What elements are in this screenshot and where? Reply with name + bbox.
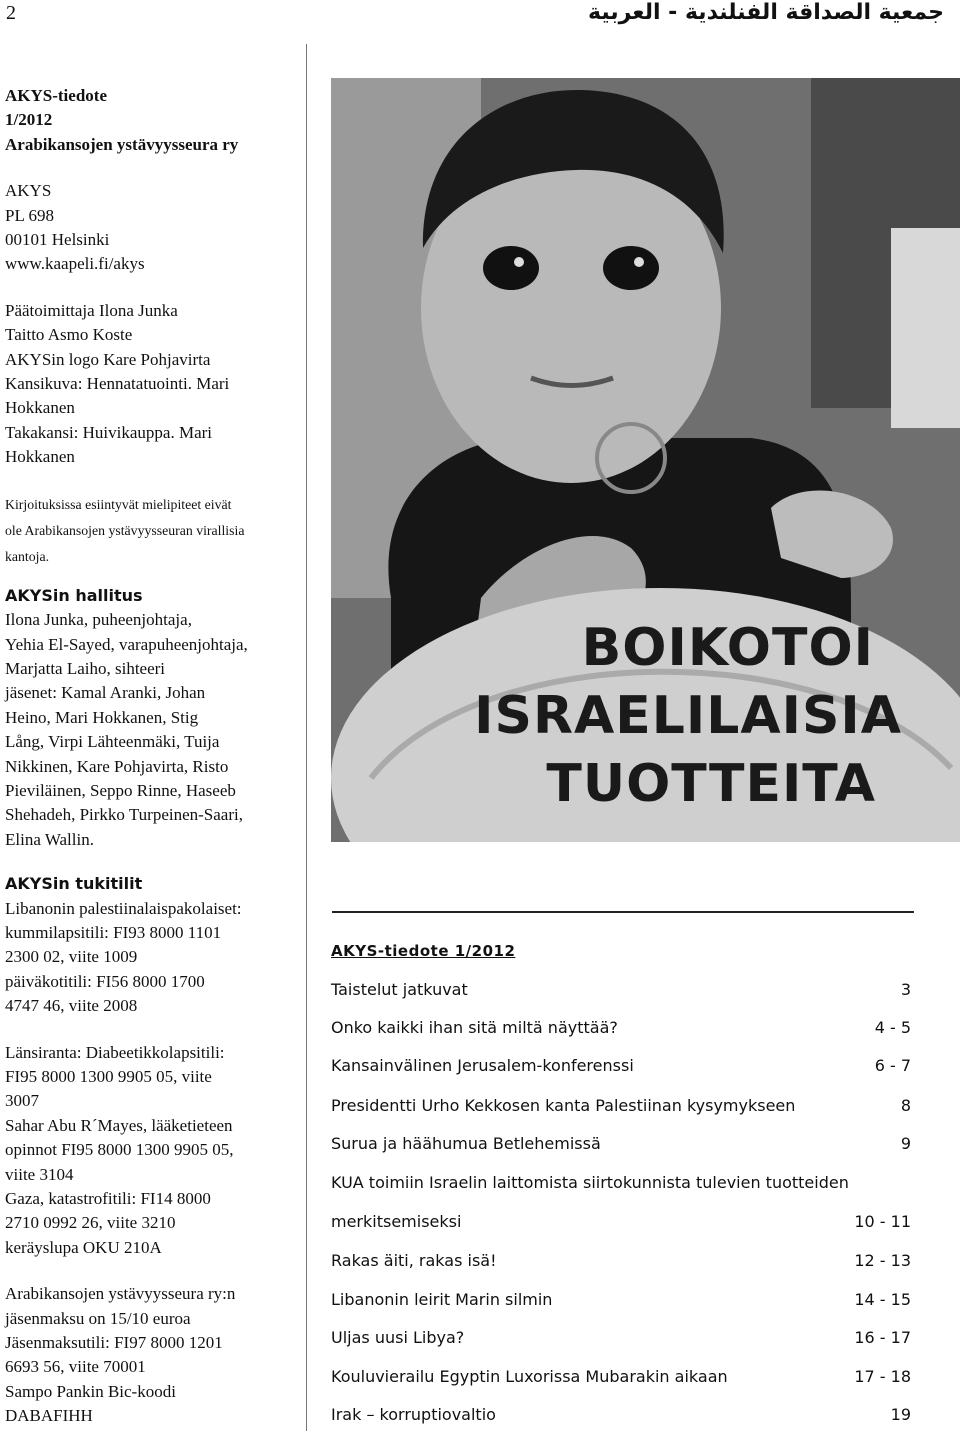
toc-item-title: Irak – korruptiovaltio (331, 1405, 496, 1424)
toc-item-title: Taistelut jatkuvat (331, 980, 468, 999)
toc-item[interactable] (331, 1096, 911, 1122)
toc-item-page: 17 - 18 (854, 1367, 911, 1386)
toc-item-page: 6 - 7 (874, 1056, 911, 1075)
accounts-line: 4747 46, viite 2008 (5, 996, 138, 1016)
arabic-header-title: جمعية الصداقة الفنلندية - العربية (588, 0, 944, 25)
membership-line: Jäsenmaksutili: FI97 8000 1201 (5, 1333, 223, 1353)
accounts-line: kummilapsitili: FI93 8000 1101 (5, 922, 222, 942)
board-line: Marjatta Laiho, sihteeri (5, 658, 166, 678)
board-line: Nikkinen, Kare Pohjavirta, Risto (5, 756, 229, 776)
accounts-line: keräyslupa OKU 210A (5, 1237, 162, 1257)
board-line: jäsenet: Kamal Aranki, Johan (5, 683, 206, 703)
toc-item[interactable] (331, 1018, 911, 1044)
toc-item[interactable] (331, 1173, 911, 1199)
membership-line: jäsenmaksu on 15/10 euroa (5, 1308, 191, 1328)
toc-rule (332, 911, 914, 913)
membership-line: Arabikansojen ystävyysseura ry:n (5, 1284, 236, 1304)
membership-block (5, 1282, 297, 1428)
board-line: Lång, Virpi Lähteenmäki, Tuija (5, 732, 220, 752)
cover-overlay-line: ISRAELILAISIA (474, 686, 902, 746)
accounts-line: 3007 (5, 1091, 39, 1111)
credit-line: Taitto Asmo Koste (5, 325, 133, 345)
credits-block (5, 299, 297, 470)
accounts-line: Länsiranta: Diabeetikkolapsitili: (5, 1042, 225, 1062)
toc-item-title: Rakas äiti, rakas isä! (331, 1251, 497, 1270)
accounts-line: Sahar Abu R´Mayes, lääketieteen (5, 1115, 233, 1135)
board-line: Shehadeh, Pirkko Turpeinen-Saari, (5, 805, 243, 825)
toc-item-page: 10 - 11 (854, 1212, 911, 1231)
toc-item[interactable] (331, 1251, 911, 1277)
disclaimer-line: kantoja. (5, 548, 50, 564)
toc-item[interactable] (331, 1405, 911, 1431)
credit-line: Päätoimittaja Ilona Junka (5, 300, 178, 320)
accounts-line: 2300 02, viite 1009 (5, 947, 138, 967)
board-heading: AKYSin hallitus (5, 585, 143, 605)
membership-line: DABAFIHH (5, 1406, 93, 1426)
toc-item-title: Presidentti Urho Kekkosen kanta Palestiinan kysymykseen (331, 1096, 796, 1115)
disclaimer-line: Kirjoituksissa esiintyvät mielipiteet eivät (5, 496, 232, 512)
left-column (5, 84, 297, 1451)
credit-line: Takakansi: Huivikauppa. Mari (5, 422, 213, 442)
toc-item[interactable] (331, 1290, 911, 1316)
accounts-heading: AKYSin tukitilit (5, 874, 143, 894)
toc-item-title: KUA toimiin Israelin laittomista siirtokunnista tulevien tuotteiden (331, 1173, 849, 1192)
toc-item-title: Kansainvälinen Jerusalem-konferenssi (331, 1056, 634, 1075)
accounts-line: FI95 8000 1300 9905 05, viite (5, 1067, 212, 1086)
address-line: PL 698 (5, 205, 54, 225)
toc-item-page: 8 (900, 1096, 911, 1115)
accounts-line: päiväkotitili: FI56 8000 1700 (5, 971, 205, 991)
membership-line: Sampo Pankin Bic-koodi (5, 1381, 176, 1401)
toc-item-title: Surua ja häähumua Betlehemissä (331, 1134, 601, 1153)
board-line: Pieviläinen, Seppo Rinne, Haseeb (5, 780, 236, 800)
toc-item[interactable] (331, 1134, 911, 1160)
toc-item-page: 19 (890, 1405, 911, 1424)
board-line: Ilona Junka, puheenjohtaja, (5, 610, 192, 630)
toc-item-page: 16 - 17 (854, 1328, 911, 1347)
accounts-block-2 (5, 1041, 297, 1261)
cover-photo (331, 78, 960, 842)
toc-item-title: Uljas uusi Libya? (331, 1328, 465, 1347)
accounts-line: Gaza, katastrofitili: FI14 8000 (5, 1189, 211, 1209)
board-line: Elina Wallin. (5, 829, 94, 849)
accounts-line: viite 3104 (5, 1164, 74, 1184)
toc-item-page: 9 (900, 1134, 911, 1153)
address-line: 00101 Helsinki (5, 230, 110, 250)
toc-item-title: merkitsemiseksi (331, 1212, 462, 1231)
toc-title: AKYS-tiedote 1/2012 (331, 942, 516, 960)
toc-item-title: Libanonin leirit Marin silmin (331, 1290, 553, 1309)
toc-item[interactable] (331, 1212, 911, 1238)
accounts-line: 2710 0992 26, viite 3210 (5, 1213, 176, 1233)
toc-item[interactable] (331, 1328, 911, 1354)
toc-item[interactable] (331, 980, 911, 1006)
accounts-line: opinnot FI95 8000 1300 9905 05, (5, 1140, 234, 1160)
credit-line: AKYSin logo Kare Pohjavirta (5, 349, 211, 369)
toc-item-page: 12 - 13 (854, 1251, 911, 1270)
address-block (5, 179, 297, 277)
cover-overlay-line: BOIKOTOI (581, 618, 874, 678)
accounts-block (5, 872, 297, 1018)
disclaimer (5, 492, 297, 570)
masthead-line: Arabikansojen ystävyysseura ry (5, 134, 239, 154)
toc-item-page: 4 - 5 (874, 1018, 911, 1037)
masthead-line: AKYS-tiedote (5, 86, 107, 105)
toc-item[interactable] (331, 1056, 911, 1082)
board-line: Heino, Mari Hokkanen, Stig (5, 707, 199, 727)
toc-item[interactable] (331, 1367, 911, 1393)
masthead (5, 84, 297, 157)
membership-line: 6693 56, viite 70001 (5, 1357, 146, 1377)
website-link[interactable]: www.kaapeli.fi/akys (5, 254, 145, 274)
credit-line: Hokkanen (5, 447, 75, 467)
page-number: 2 (6, 2, 16, 24)
accounts-line: Libanonin palestiinalaispakolaiset: (5, 898, 242, 918)
masthead-line: 1/2012 (5, 110, 53, 130)
toc-item-page: 14 - 15 (854, 1290, 911, 1309)
credit-line: Kansikuva: Hennatatuointi. Mari (5, 374, 230, 394)
board-block (5, 584, 297, 852)
board-line: Yehia El-Sayed, varapuheenjohtaja, (5, 634, 248, 654)
credit-line: Hokkanen (5, 398, 75, 418)
toc-item-page: 3 (900, 980, 911, 999)
address-line: AKYS (5, 181, 52, 201)
disclaimer-line: ole Arabikansojen ystävyysseuran virallisia (5, 522, 245, 538)
toc-item-title: Onko kaikki ihan sitä miltä näyttää? (331, 1018, 618, 1037)
toc-item-title: Kouluvierailu Egyptin Luxorissa Mubarakin aikaan (331, 1367, 728, 1386)
column-divider (306, 44, 307, 1431)
cover-overlay-line: TUOTTEITA (546, 754, 876, 814)
